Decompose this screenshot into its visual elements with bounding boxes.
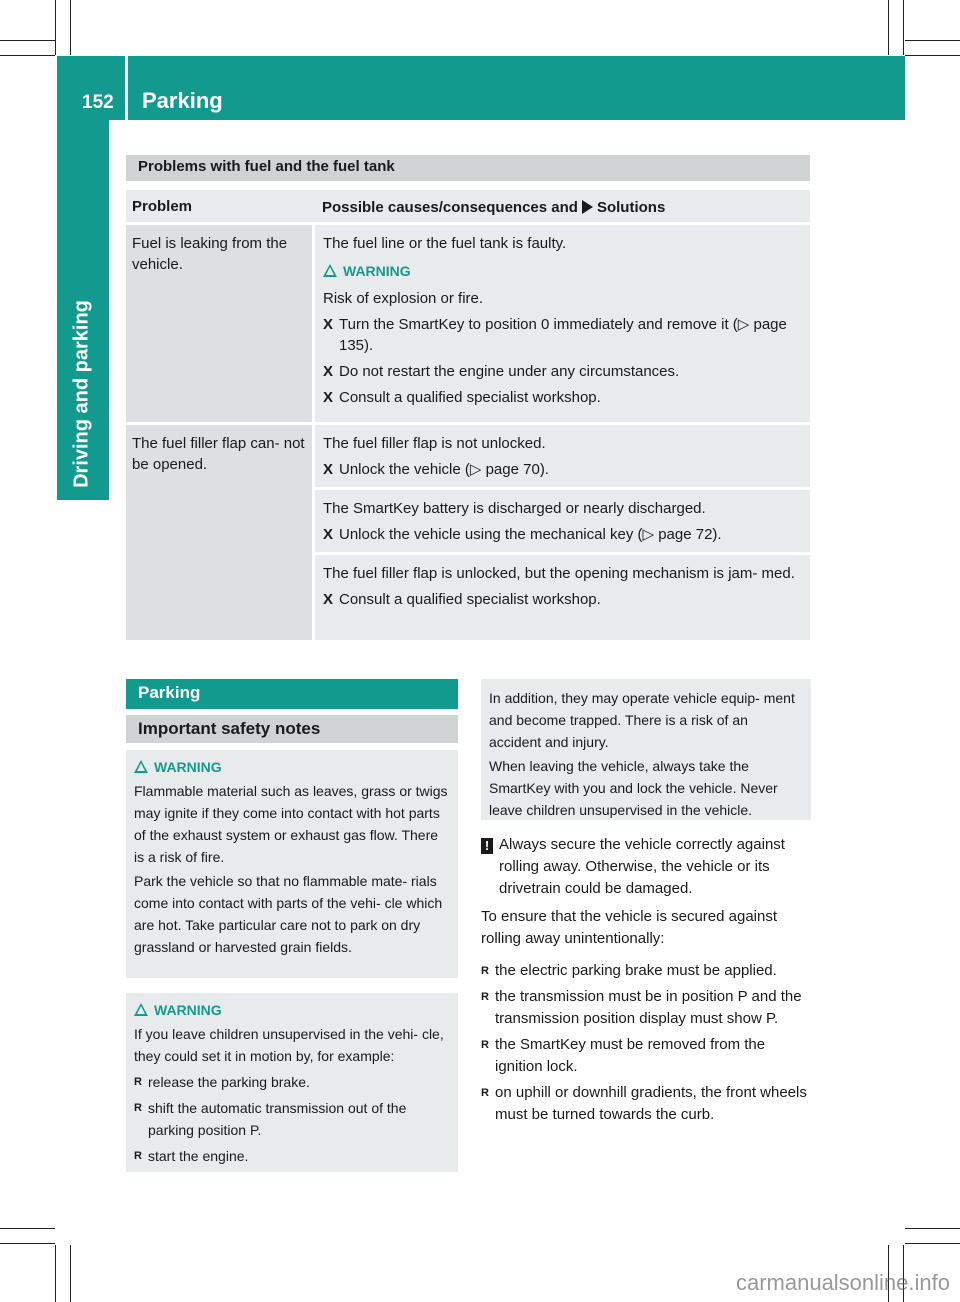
cause-text: The SmartKey battery is discharged or nearly discharged. [323,500,706,517]
side-tab-label: Driving and parking [70,300,93,488]
header-divider [125,56,128,120]
requirements-list [481,956,811,1126]
warning-label: WARNING [134,756,450,778]
crop-mark [0,40,55,41]
cause-text: The fuel line or the fuel tank is faulty. [323,235,567,252]
warning-text: Park the vehicle so that no flammable mate- rials come into contact with parts of the vehi- cle which are hot. Take particular care not to park on dry grassland or harvested grain fields. [134,873,443,955]
warning-icon [323,264,337,277]
instruction-step: X Consult a qualified specialist workshop. [323,387,802,408]
table-cell-problem: The fuel filler flap can- not be opened. [126,425,312,640]
crop-mark [55,1245,56,1302]
crop-mark [0,55,55,56]
warning-label: WARNING [134,999,450,1021]
crop-mark [905,1243,960,1244]
warning-icon [134,760,148,773]
warning-icon [134,1003,148,1016]
crop-mark [70,0,71,55]
warning-box [126,750,458,978]
table-cell-solution [315,225,810,422]
table-cell-problem: Fuel is leaking from the vehicle. [126,225,312,422]
arrow-icon [582,200,593,214]
subsection-title: Important safety notes [126,715,458,743]
list-item: R the electric parking brake must be applied. [481,960,811,982]
cause-text: The fuel filler flap is unlocked, but the opening mechanism is jam- med. [323,565,795,582]
instruction-step: X Do not restart the engine under any circumstances. [323,361,802,382]
note-icon: ! [481,838,493,854]
list-item: R the SmartKey must be removed from the ignition lock. [481,1034,811,1078]
warning-text: If you leave children unsupervised in the vehi- cle, they could set it in motion by, for example: [134,1026,444,1064]
intro-text: To ensure that the vehicle is secured against rolling away unintentionally: [481,908,778,947]
risk-text: Risk of explosion or fire. [323,290,484,307]
crop-mark [55,0,56,55]
crop-mark [0,1243,55,1244]
warning-box [126,993,458,1172]
page-number: 152 [82,92,114,113]
crop-mark [905,55,960,56]
section-title: Parking [126,679,458,709]
instruction-step: X Consult a qualified specialist workshop. [323,589,802,610]
cause-text: The fuel filler flap is not unlocked. [323,435,546,452]
column-header-problem: Problem [132,198,193,215]
warning-text: When leaving the vehicle, always take the SmartKey with you and lock the vehicle. Never leave children unsupervised in the vehicle. [489,758,778,818]
table-cell-solution [315,555,810,640]
warning-box-continued [481,679,811,820]
note-text: Always secure the vehicle correctly against rolling away. Otherwise, the vehicle or its drivetrain could be damaged. [499,836,785,897]
crop-mark [905,40,960,41]
watermark: carmanualsonline.info [735,1270,950,1295]
crop-mark [888,0,889,55]
page-title: Parking [142,88,223,113]
table-title: Problems with fuel and the fuel tank [126,155,810,181]
table-cell-solution [315,490,810,552]
list-item: R shift the automatic transmission out of the parking position P. [134,1097,450,1141]
warning-label: WARNING [323,261,802,282]
warning-text: In addition, they may operate vehicle equip- ment and become trapped. There is a risk of an accident and injury. [489,690,795,750]
column-header-solutions: Possible causes/consequences and Solutions [322,199,666,216]
list-item: R release the parking brake. [134,1071,450,1093]
table-cell-solution [315,425,810,487]
instruction-step: X Turn the SmartKey to position 0 immediately and remove it (▷ page 135). [323,314,802,356]
instruction-step: X Unlock the vehicle (▷ page 70). [323,459,802,480]
list-item: R on uphill or downhill gradients, the front wheels must be turned towards the curb. [481,1082,811,1126]
crop-mark [903,0,904,55]
list-item: R start the engine. [134,1145,450,1167]
instruction-step: X Unlock the vehicle using the mechanical key (▷ page 72). [323,524,802,545]
table-header [126,190,810,222]
crop-mark [0,1228,55,1229]
crop-mark [905,1228,960,1229]
crop-mark [70,1245,71,1302]
warning-text: Flammable material such as leaves, grass or twigs may ignite if they come into contact with hot parts of the exhaust system or exhaust gas flow. There is a risk of fire. [134,783,448,865]
list-item: R the transmission must be in position P and the transmission position display must show P. [481,986,811,1030]
